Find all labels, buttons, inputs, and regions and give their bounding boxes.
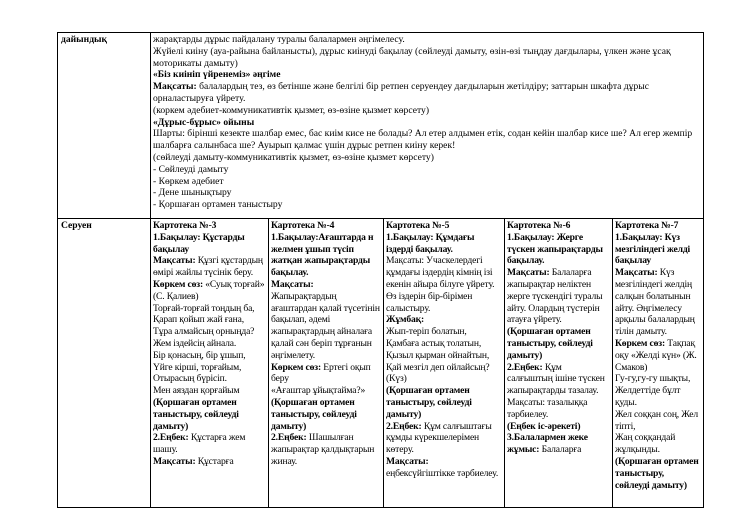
card-line-bold: Жұмбақ: xyxy=(386,314,425,326)
card-line-text: Гу-гу,гу-гу шықты, Желдеттіде бұлт қуды. xyxy=(615,373,691,408)
card-line-text: Жаң соққандай жұлқынды. xyxy=(615,432,676,456)
card-line-bold: Картотека №-7 xyxy=(615,220,679,231)
card-line-bold: 1.Бақылау:Ағаштарда н желмен ұшып түсіп жатқан жапырақтарды бақылау. xyxy=(271,231,374,279)
card-line-bold: 2.Еңбек: xyxy=(507,361,543,373)
schedule-table xyxy=(57,32,704,508)
card-line-text: Мақсаты: тазалыққа тәрбиелеу. xyxy=(507,396,588,420)
preparation-line: Шарты: бірінші кезекте шалбар емес, бас киім кисе не болады? Ал етер алдымен етік, содан кейін шалбар кисе ше? Ал егер жемпір шалбарға салынбаса ше? Ауырып қалмас үшін дұрыс ретпен киіну керек! xyxy=(153,128,693,152)
card-line xyxy=(386,456,501,468)
card-line xyxy=(386,326,501,385)
card-line-bold: 2.Еңбек: xyxy=(271,432,307,444)
preparation-content xyxy=(151,33,704,219)
card-line-text: Мақсаты: Учаскелердегі құмдағы іздердің кімнің ізі екенін айыра білуге үйрету. Өз іздерін бір-бірімен салыстыру. xyxy=(386,255,495,314)
card-line xyxy=(271,279,380,291)
card-line-rest: Күз мезгіліндегі желдің салқын болатынын айту. Әңгімелесу арқылы балалардың тілін дамыту. xyxy=(615,267,695,338)
card-line xyxy=(153,326,265,338)
card-line-text: Торғай-торғай тоңдың ба, Қарап қойып жай ғана, xyxy=(153,302,255,326)
card-line-bold: Картотека №-4 xyxy=(271,220,335,231)
card-line-bold: Мақсаты: xyxy=(153,455,196,467)
card-line xyxy=(507,220,609,232)
card-line xyxy=(386,385,501,420)
card-line xyxy=(153,385,265,397)
card-line xyxy=(615,267,700,338)
card-line-bold: Көркем сөз: xyxy=(615,337,666,349)
card-4-text xyxy=(271,220,380,468)
card-line-bold: 1.Бақылау: Құстарды бақылау xyxy=(153,231,245,255)
card-line-bold: Картотека №-3 xyxy=(153,220,217,231)
walk-card-3 xyxy=(151,219,269,508)
card-line xyxy=(507,397,609,421)
preparation-text-block xyxy=(153,34,700,211)
card-line xyxy=(615,232,700,267)
card-line xyxy=(271,397,380,432)
card-line xyxy=(153,350,265,362)
card-line-text: Бір қонасың, бір ұшып, xyxy=(153,349,246,361)
card-line-rest: Құстарға жем шашу. xyxy=(153,432,246,456)
card-line xyxy=(271,220,380,232)
walk-card-5 xyxy=(384,219,505,508)
card-line-bold: Мақсаты: xyxy=(153,255,196,267)
card-line xyxy=(153,220,265,232)
card-line-rest: Тақпақ оқу «Желді күн» (Ж. Смаков) xyxy=(615,337,697,373)
card-line-bold: Картотека №-6 xyxy=(507,220,571,231)
card-line xyxy=(271,385,380,397)
card-line xyxy=(386,255,501,314)
preparation-line: (коркем әдебиет-коммуникативтік қызмет, өз-өзіне қызмет көрсету) xyxy=(153,104,430,116)
card-line-text: Жем іздейсің айнала. xyxy=(153,337,237,349)
card-line xyxy=(386,232,501,256)
card-line-bold: Көркем сөз: xyxy=(153,278,204,290)
card-line-text: Жып-теріп болатын, Қамбаға астық толатын, Қызыл қырман ойнайтын, Қай мезгіл деп ойлайсың? (Күз) xyxy=(386,326,490,385)
card-line xyxy=(271,432,380,467)
card-line xyxy=(153,232,265,256)
walk-card-7 xyxy=(613,219,704,508)
card-line xyxy=(615,338,700,373)
card-line-bold: Мақсаты: xyxy=(271,278,314,290)
card-line xyxy=(386,468,501,480)
card-line-rest: Құм салғыштың ішіне түскен жапырақтарды тазалау. xyxy=(507,361,605,397)
table-row-walk xyxy=(58,219,704,508)
walk-card-6 xyxy=(505,219,613,508)
card-7-text xyxy=(615,220,700,491)
preparation-line: «Біз киініп үйренеміз» әңгіме xyxy=(153,69,281,81)
card-line xyxy=(153,338,265,350)
card-line-bold: 1.Бақылау: Күз мезгіліндегі желді бақылау xyxy=(615,231,691,267)
row-label-walk: Серуен xyxy=(58,219,151,508)
card-line-bold: 1.Бақылау: Жерге түскен жапырақтарды бақылау. xyxy=(507,231,603,267)
preparation-line: - Сөйлеуді дамыту xyxy=(153,163,229,175)
card-line xyxy=(153,362,265,374)
walk-card-4 xyxy=(269,219,384,508)
card-line xyxy=(615,409,700,433)
card-line xyxy=(507,432,609,456)
card-line-rest: Балаларға xyxy=(539,444,582,456)
card-line-bold: Мақсаты: xyxy=(386,455,429,467)
line-text: балалардың тез, өз бетінше және белгілі бір ретпен серуендеу дағдыларын жетілдіру; заттарын шкафта дұрыс орналастыруға үйрету. xyxy=(153,81,649,104)
card-line-bold: (Қоршаған ортамен таныстыру, сөйлеуді дамыту) xyxy=(271,396,357,432)
card-line xyxy=(386,421,501,456)
card-line xyxy=(153,456,265,468)
card-line-bold: Көркем сөз: xyxy=(271,361,322,373)
card-line-rest: Құзгі құстардың өмірі жайлы түсінік беру. xyxy=(153,255,263,279)
card-line-bold: (Қоршаған ортамен таныстыру, сөйлеуді дамыту) xyxy=(386,385,472,420)
card-line-bold: 2.Еңбек: xyxy=(153,432,189,444)
card-line xyxy=(153,432,265,456)
card-line-text: Мен аяздан қорғайым xyxy=(153,385,240,397)
card-line-rest: Құм салғыштағы құмды күрекшелерімен көтеру. xyxy=(386,420,492,456)
card-line-text: Жапырақтардың ағаштардан қалай түсетінін бақылап, әдемі жапырақтардың айналаға қалай сән беріп тұрғанын әңгімелету. xyxy=(271,290,380,361)
preparation-line: - Дене шынықтыру xyxy=(153,187,232,199)
preparation-line: - Қоршаған ортамен таныстыру xyxy=(153,199,283,211)
card-line xyxy=(271,291,380,362)
card-line xyxy=(386,314,501,326)
row-label-preparation: дайындық xyxy=(58,33,151,219)
card-line-bold: (Қоршаған ортамен таныстыру, сөйлеуді дамыту) xyxy=(615,455,699,491)
card-line-rest: Балаларға жапырақтар неліктен жерге түскендігі туралы айту. Олардың түстерін атауға үйрету. xyxy=(507,267,603,326)
card-line-rest: Құстарға xyxy=(195,455,234,467)
card-line-rest: «Суық торғай» (С. Қалиев) xyxy=(153,278,265,302)
card-line xyxy=(507,421,609,433)
card-line xyxy=(271,362,380,386)
card-line xyxy=(153,303,265,327)
card-line-rest: Шашылған жапырақтар қалдықтарын жинау. xyxy=(271,432,375,467)
card-line-bold: Мақсаты: xyxy=(615,267,658,279)
preparation-line: (сөйлеуді дамыту-коммуникативтік қызмет, өз-өзіне қызмет көрсету) xyxy=(153,151,434,163)
line-bold-lead: Мақсаты: xyxy=(153,81,197,93)
card-line-bold: Мақсаты: xyxy=(507,267,550,279)
card-line xyxy=(615,432,700,456)
preparation-line: Жүйелі киіну (ауа-райына байланысты), дұрыс киінуді бақылау (сөйлеуді дамыту, өзін-өзі тыңдау дағдылары, үлкен және ұсақ моторикаты дамыту) xyxy=(153,45,671,69)
card-3-text xyxy=(153,220,265,468)
card-line xyxy=(153,373,265,385)
card-line xyxy=(153,279,265,303)
preparation-line: жарақтарды дұрыс пайдалану туралы балалармен әңгімелесу. xyxy=(153,34,405,45)
card-line-bold: (Қоршаған ортамен таныстыру, сөйлеуді дамыту) xyxy=(507,326,593,361)
card-line-rest: Ертегі оқып беру xyxy=(271,361,371,385)
card-line xyxy=(153,255,265,279)
card-line-bold: (Қоршаған ортамен таныстыру, сөйлеуді дамыту) xyxy=(153,396,239,432)
card-line xyxy=(615,373,700,408)
card-line xyxy=(507,326,609,361)
card-line xyxy=(507,267,609,326)
card-line-text: Жел соққан соң, Жел тіпті, xyxy=(615,408,699,432)
preparation-line xyxy=(153,81,700,105)
card-line-bold: (Еңбек іс-әрекеті) xyxy=(507,420,581,432)
card-line-text: еңбексүйгіштікке тәрбиелеу. xyxy=(386,467,499,479)
card-line-text: Үйге кірші, торғайым, xyxy=(153,361,242,373)
table-row-preparation xyxy=(58,33,704,219)
card-line xyxy=(271,232,380,279)
card-line-text: «Ағаштар ұйықтайма?» xyxy=(271,385,366,397)
card-line-text: Отырасың бүрісіп. xyxy=(153,373,227,385)
card-line xyxy=(507,362,609,397)
card-line-bold: 3.Балалармен жеке жұмыс: xyxy=(507,432,588,456)
card-6-text xyxy=(507,220,609,456)
card-line xyxy=(386,220,501,232)
card-line-text: Тұра алмайсың орныңда? xyxy=(153,326,255,338)
card-line xyxy=(153,397,265,432)
card-line xyxy=(615,456,700,491)
card-line-bold: 1.Бақылау: Құмдағы іздерді бақылау. xyxy=(386,231,475,255)
preparation-line: - Көркем әдебиет xyxy=(153,175,224,187)
card-line xyxy=(507,232,609,267)
card-line-bold: Картотека №-5 xyxy=(386,220,450,231)
preparation-line: «Дұрыс-бұрыс» ойыны xyxy=(153,116,255,128)
card-line-bold: 2.Еңбек: xyxy=(386,420,422,432)
card-line xyxy=(615,220,700,232)
card-5-text xyxy=(386,220,501,480)
